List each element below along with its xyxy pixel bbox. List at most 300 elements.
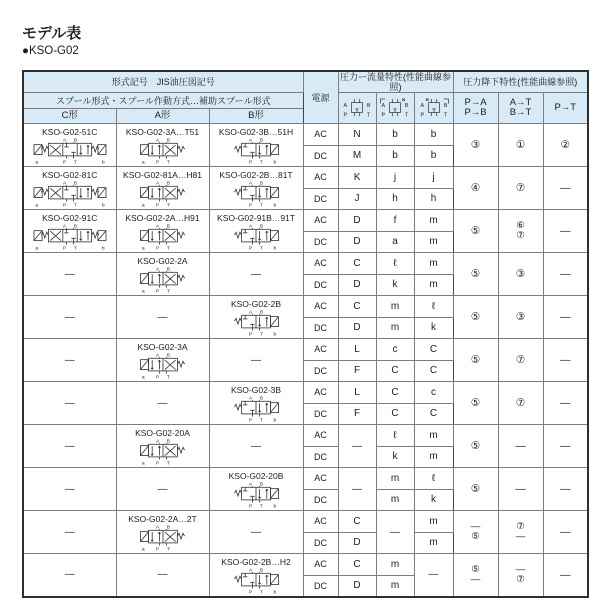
power-cell: AC bbox=[303, 339, 338, 361]
flow-value-cell: D bbox=[338, 317, 376, 339]
double-solenoid-valve-diagram bbox=[30, 137, 110, 164]
flow-value-cell: J bbox=[338, 188, 376, 210]
svg-text:B: B bbox=[166, 438, 170, 444]
svg-text:T: T bbox=[259, 159, 263, 164]
power-cell: DC bbox=[303, 188, 338, 210]
svg-text:b: b bbox=[101, 160, 105, 164]
header-spool-b: B形 bbox=[209, 109, 303, 124]
power-cell: DC bbox=[303, 532, 338, 554]
flow-value-cell: m bbox=[376, 554, 414, 576]
svg-text:A: A bbox=[249, 481, 253, 487]
model-code: KSO-G02-51C bbox=[42, 127, 98, 137]
flow-value-cell: k bbox=[376, 274, 414, 296]
model-cell-empty: — bbox=[209, 425, 303, 468]
flow-value-cell: D bbox=[338, 231, 376, 253]
flow-value-cell: k bbox=[414, 317, 453, 339]
flow-symbol-cell-2 bbox=[376, 93, 414, 124]
flow-value-cell: k bbox=[414, 489, 453, 511]
drop-value-cell: — bbox=[498, 425, 543, 468]
drop-value-cell: ⑤ bbox=[453, 382, 498, 425]
svg-text:a: a bbox=[35, 246, 38, 250]
model-code: KSO-G02-3A bbox=[137, 342, 188, 352]
flow-value-cell: ℓ bbox=[414, 468, 453, 490]
svg-text:a: a bbox=[141, 203, 145, 207]
model-code: KSO-G02-91B…91T bbox=[217, 213, 295, 223]
svg-text:P: P bbox=[249, 503, 253, 508]
flow-value-cell: m bbox=[414, 511, 453, 533]
drop-value-cell: ③ bbox=[498, 296, 543, 339]
svg-text:A: A bbox=[62, 223, 66, 229]
svg-text:P: P bbox=[381, 112, 386, 119]
flow-value-cell-merged: — bbox=[338, 425, 376, 468]
flow-value-cell: D bbox=[338, 274, 376, 296]
model-cell-empty: — bbox=[23, 511, 116, 554]
svg-text:B: B bbox=[366, 103, 371, 110]
table-body bbox=[23, 124, 588, 597]
drop-value-cell: ⑤ bbox=[453, 210, 498, 253]
model-code: KSO-G02-2B…H2 bbox=[221, 556, 291, 567]
header-col-ab-to-t: A→T B→T bbox=[498, 93, 543, 124]
flow-value-cell: b bbox=[414, 124, 453, 146]
model-cell-empty: — bbox=[23, 554, 116, 597]
header-col-p-to-t: P→T bbox=[543, 93, 588, 124]
flow-value-cell: b bbox=[414, 145, 453, 167]
drop-value-cell: ⑤ bbox=[453, 425, 498, 468]
solenoid-b-valve-diagram bbox=[216, 395, 296, 422]
svg-text:A: A bbox=[249, 137, 253, 143]
flow-value-cell: m bbox=[376, 468, 414, 490]
flow-value-cell: m bbox=[376, 317, 414, 339]
flow-value-cell: m bbox=[376, 575, 414, 597]
svg-text:P: P bbox=[249, 589, 253, 594]
svg-text:B: B bbox=[259, 481, 263, 487]
svg-text:P: P bbox=[155, 202, 159, 207]
model-cell-empty: — bbox=[209, 511, 303, 554]
power-cell: AC bbox=[303, 253, 338, 275]
svg-text:P: P bbox=[420, 112, 424, 119]
svg-text:T: T bbox=[73, 159, 77, 164]
model-code: KSO-G02-3B bbox=[230, 385, 282, 395]
flow-value-cell: C bbox=[338, 511, 376, 533]
svg-text:P: P bbox=[343, 112, 348, 119]
model-cell-empty: — bbox=[23, 468, 116, 511]
model-cell bbox=[116, 511, 209, 554]
flow-value-cell: m bbox=[414, 425, 453, 447]
drop-value: — bbox=[515, 563, 526, 575]
flow-value-cell: C bbox=[414, 403, 453, 425]
svg-text:P: P bbox=[155, 159, 159, 164]
model-cell-empty: — bbox=[116, 554, 209, 597]
power-cell: DC bbox=[303, 489, 338, 511]
power-cell: AC bbox=[303, 210, 338, 232]
svg-text:A: A bbox=[155, 180, 159, 186]
flow-value-cell: F bbox=[338, 403, 376, 425]
header-spool-subtitle: スプール形式・スプール作動方式…補助スプール形式 bbox=[23, 93, 303, 109]
drop-value: ⑦ bbox=[516, 521, 525, 532]
svg-text:A: A bbox=[155, 438, 159, 444]
flow-value-cell: C bbox=[338, 253, 376, 275]
power-cell: AC bbox=[303, 554, 338, 576]
drop-value-cell: ③ bbox=[453, 124, 498, 167]
solenoid-b-valve-diagram bbox=[216, 567, 296, 594]
drop-value-cell: — bbox=[543, 468, 588, 511]
svg-text:a: a bbox=[141, 246, 145, 250]
svg-text:b: b bbox=[273, 590, 277, 594]
drop-value-cell bbox=[453, 554, 498, 597]
model-cell bbox=[209, 210, 303, 253]
power-cell: DC bbox=[303, 446, 338, 468]
flow-value-cell: j bbox=[376, 167, 414, 189]
solenoid-a-valve-diagram bbox=[123, 438, 203, 465]
model-cell bbox=[116, 425, 209, 468]
solenoid-a-valve-diagram bbox=[123, 137, 203, 164]
drop-value: ⑦ bbox=[516, 230, 525, 241]
model-cell-empty: — bbox=[23, 253, 116, 296]
model-cell-empty: — bbox=[116, 468, 209, 511]
svg-text:B: B bbox=[259, 567, 263, 573]
model-cell bbox=[23, 210, 116, 253]
power-cell: DC bbox=[303, 575, 338, 597]
svg-text:P: P bbox=[62, 202, 66, 207]
solenoid-a-valve-diagram bbox=[123, 266, 203, 293]
svg-text:T: T bbox=[259, 417, 263, 422]
power-cell: AC bbox=[303, 468, 338, 490]
power-cell: DC bbox=[303, 274, 338, 296]
power-cell: AC bbox=[303, 296, 338, 318]
flow-value-cell: m bbox=[414, 253, 453, 275]
model-cell bbox=[116, 167, 209, 210]
svg-text:P: P bbox=[249, 245, 253, 250]
svg-text:P: P bbox=[249, 417, 253, 422]
flow-value-cell: m bbox=[414, 532, 453, 554]
model-code: KSO-G02-2B…81T bbox=[219, 170, 293, 180]
model-code: KSO-G02-20B bbox=[228, 471, 284, 481]
svg-text:B: B bbox=[404, 103, 409, 110]
svg-text:A: A bbox=[249, 395, 253, 401]
flow-value-cell: b bbox=[376, 145, 414, 167]
power-cell: AC bbox=[303, 382, 338, 404]
drop-value-cell: ⑦ bbox=[498, 382, 543, 425]
svg-text:T: T bbox=[405, 112, 409, 119]
svg-text:b: b bbox=[273, 504, 277, 508]
valve-symbol-left-detent bbox=[377, 96, 413, 120]
model-cell bbox=[209, 296, 303, 339]
double-solenoid-valve-diagram bbox=[30, 180, 110, 207]
svg-text:B: B bbox=[166, 137, 170, 143]
svg-text:A: A bbox=[249, 223, 253, 229]
svg-text:T: T bbox=[166, 374, 170, 379]
drop-value-cell: — bbox=[543, 425, 588, 468]
solenoid-b-valve-diagram bbox=[216, 137, 296, 164]
flow-value-cell: m bbox=[376, 489, 414, 511]
model-code: KSO-G02-2A bbox=[137, 256, 188, 266]
svg-text:P: P bbox=[155, 374, 159, 379]
svg-text:A: A bbox=[155, 352, 159, 358]
solenoid-a-valve-diagram bbox=[123, 180, 203, 207]
flow-value-cell: j bbox=[414, 167, 453, 189]
model-code: KSO-G02-81A…H81 bbox=[123, 170, 202, 180]
header-spool-a: A形 bbox=[116, 109, 209, 124]
drop-value-cell: ⑤ bbox=[453, 253, 498, 296]
model-cell-empty: — bbox=[116, 382, 209, 425]
drop-value: — bbox=[515, 531, 526, 542]
power-cell: AC bbox=[303, 124, 338, 146]
flow-value-cell: m bbox=[414, 446, 453, 468]
flow-value-cell: h bbox=[414, 188, 453, 210]
svg-text:b: b bbox=[273, 203, 277, 207]
svg-text:B: B bbox=[166, 352, 170, 358]
flow-value-cell: C bbox=[376, 403, 414, 425]
model-cell bbox=[23, 124, 116, 167]
drop-value-cell: — bbox=[543, 296, 588, 339]
drop-value-cell bbox=[498, 511, 543, 554]
power-cell: DC bbox=[303, 403, 338, 425]
flow-value-cell: D bbox=[338, 532, 376, 554]
header-drop-title: 圧力降下特性(性能曲線参照) bbox=[453, 71, 588, 93]
svg-text:P: P bbox=[155, 546, 159, 551]
power-cell: AC bbox=[303, 425, 338, 447]
flow-value-cell-merged: — bbox=[414, 554, 453, 597]
svg-text:B: B bbox=[443, 103, 448, 110]
svg-text:B: B bbox=[259, 395, 263, 401]
drop-value-cell: ③ bbox=[498, 253, 543, 296]
svg-text:T: T bbox=[259, 245, 263, 250]
svg-text:a: a bbox=[35, 160, 38, 164]
power-cell: DC bbox=[303, 145, 338, 167]
drop-value-cell: ⑤ bbox=[453, 339, 498, 382]
svg-text:A: A bbox=[343, 103, 348, 110]
svg-text:a: a bbox=[141, 289, 145, 293]
solenoid-b-valve-diagram bbox=[216, 223, 296, 250]
drop-value-cell: — bbox=[543, 511, 588, 554]
drop-value-cell: ④ bbox=[453, 167, 498, 210]
svg-text:a: a bbox=[141, 547, 145, 551]
svg-text:T: T bbox=[259, 503, 263, 508]
svg-text:b: b bbox=[273, 332, 277, 336]
flow-value-cell: k bbox=[376, 446, 414, 468]
drop-value: — bbox=[470, 573, 481, 585]
model-cell bbox=[209, 382, 303, 425]
header-flow-title: 圧力ー流量特性(性能曲線参照) bbox=[338, 71, 453, 93]
model-cell bbox=[209, 554, 303, 597]
svg-text:B: B bbox=[73, 180, 77, 186]
svg-text:A: A bbox=[62, 137, 66, 143]
model-code: KSO-G02-3A…T51 bbox=[125, 127, 200, 137]
svg-text:A: A bbox=[249, 309, 253, 315]
svg-text:a: a bbox=[141, 461, 145, 465]
solenoid-b-valve-diagram bbox=[216, 481, 296, 508]
flow-value-cell-merged: — bbox=[338, 468, 376, 511]
header-power: 電源 bbox=[303, 71, 338, 124]
flow-value-cell: C bbox=[414, 360, 453, 382]
drop-value: ⑤ bbox=[471, 563, 480, 575]
svg-text:b: b bbox=[273, 246, 277, 250]
drop-value-cell: — bbox=[543, 382, 588, 425]
drop-value-cell bbox=[498, 210, 543, 253]
svg-text:A: A bbox=[62, 180, 66, 186]
model-series-label: ●KSO-G02 bbox=[22, 45, 79, 57]
svg-text:A: A bbox=[155, 266, 159, 272]
flow-value-cell: C bbox=[414, 339, 453, 361]
flow-symbol-cell-3 bbox=[414, 93, 453, 124]
flow-value-cell: F bbox=[338, 360, 376, 382]
flow-value-cell: m bbox=[414, 231, 453, 253]
svg-text:T: T bbox=[166, 202, 170, 207]
svg-text:A: A bbox=[155, 137, 159, 143]
svg-text:T: T bbox=[259, 589, 263, 594]
svg-text:A: A bbox=[249, 180, 253, 186]
svg-text:B: B bbox=[73, 137, 77, 143]
svg-text:a: a bbox=[35, 203, 38, 207]
svg-text:P: P bbox=[249, 202, 253, 207]
flow-value-cell: C bbox=[376, 360, 414, 382]
solenoid-b-valve-diagram bbox=[216, 309, 296, 336]
flow-value-cell: C bbox=[376, 382, 414, 404]
model-cell-empty: — bbox=[23, 382, 116, 425]
drop-value-cell: — bbox=[543, 554, 588, 597]
svg-text:a: a bbox=[141, 160, 145, 164]
model-cell bbox=[23, 167, 116, 210]
svg-text:P: P bbox=[62, 159, 66, 164]
model-code: KSO-G02-3B…51H bbox=[218, 127, 294, 137]
model-code: KSO-G02-81C bbox=[42, 170, 98, 180]
svg-text:T: T bbox=[166, 460, 170, 465]
svg-text:B: B bbox=[259, 180, 263, 186]
flow-value-cell-merged: — bbox=[376, 511, 414, 554]
model-cell-empty: — bbox=[209, 253, 303, 296]
model-code: KSO-G02-2A…2T bbox=[128, 514, 197, 524]
model-code: KSO-G02-20A bbox=[135, 428, 190, 438]
solenoid-a-valve-diagram bbox=[123, 223, 203, 250]
flow-value-cell: b bbox=[376, 124, 414, 146]
svg-text:b: b bbox=[101, 246, 105, 250]
flow-value-cell: D bbox=[338, 210, 376, 232]
power-cell: DC bbox=[303, 317, 338, 339]
model-cell-empty: — bbox=[116, 296, 209, 339]
svg-text:P: P bbox=[62, 245, 66, 250]
svg-text:b: b bbox=[101, 203, 105, 207]
solenoid-a-valve-diagram bbox=[123, 352, 203, 379]
model-cell bbox=[209, 124, 303, 167]
flow-value-cell: N bbox=[338, 124, 376, 146]
model-cell-empty: — bbox=[23, 425, 116, 468]
model-cell bbox=[116, 253, 209, 296]
model-cell-empty: — bbox=[209, 339, 303, 382]
svg-text:b: b bbox=[273, 418, 277, 422]
svg-text:T: T bbox=[259, 331, 263, 336]
page-title: モデル表 bbox=[22, 25, 82, 42]
svg-text:T: T bbox=[166, 159, 170, 164]
svg-text:A: A bbox=[155, 524, 159, 530]
model-cell-empty: — bbox=[23, 339, 116, 382]
flow-value-cell: L bbox=[338, 339, 376, 361]
svg-text:B: B bbox=[166, 266, 170, 272]
model-cell bbox=[116, 210, 209, 253]
power-cell: AC bbox=[303, 511, 338, 533]
model-cell bbox=[209, 167, 303, 210]
model-code: KSO-G02-2A…H91 bbox=[125, 213, 200, 223]
drop-value: ⑦ bbox=[516, 573, 525, 585]
drop-value-cell bbox=[498, 554, 543, 597]
power-cell: DC bbox=[303, 231, 338, 253]
svg-text:P: P bbox=[155, 245, 159, 250]
svg-text:b: b bbox=[273, 160, 277, 164]
flow-value-cell: m bbox=[414, 274, 453, 296]
drop-value-cell: — bbox=[543, 339, 588, 382]
svg-text:A: A bbox=[249, 567, 253, 573]
svg-text:B: B bbox=[166, 180, 170, 186]
drop-value-cell: ⑦ bbox=[498, 167, 543, 210]
svg-text:B: B bbox=[73, 223, 77, 229]
model-code: KSO-G02-2B bbox=[230, 299, 282, 309]
drop-value-cell: ⑤ bbox=[453, 468, 498, 511]
flow-value-cell: M bbox=[338, 145, 376, 167]
header-col-p-to-ab: P→A P→B bbox=[453, 93, 498, 124]
svg-text:A: A bbox=[381, 103, 386, 110]
drop-value: ⑤ bbox=[471, 531, 480, 542]
model-cell-empty: — bbox=[23, 296, 116, 339]
drop-value-cell: — bbox=[498, 468, 543, 511]
flow-symbol-cell-1 bbox=[338, 93, 376, 124]
flow-value-cell: K bbox=[338, 167, 376, 189]
svg-text:B: B bbox=[259, 309, 263, 315]
flow-value-cell: h bbox=[376, 188, 414, 210]
svg-text:B: B bbox=[259, 223, 263, 229]
svg-text:A: A bbox=[155, 223, 159, 229]
svg-text:P: P bbox=[249, 331, 253, 336]
double-solenoid-valve-diagram bbox=[30, 223, 110, 250]
drop-value: — bbox=[470, 521, 481, 532]
flow-value-cell: ℓ bbox=[376, 425, 414, 447]
drop-value: ⑥ bbox=[516, 220, 525, 231]
flow-value-cell: L bbox=[338, 382, 376, 404]
svg-text:B: B bbox=[259, 137, 263, 143]
flow-value-cell: C bbox=[338, 296, 376, 318]
flow-value-cell: ℓ bbox=[376, 253, 414, 275]
svg-text:T: T bbox=[73, 245, 77, 250]
flow-value-cell: a bbox=[376, 231, 414, 253]
svg-text:P: P bbox=[155, 460, 159, 465]
drop-value-cell: ⑦ bbox=[498, 339, 543, 382]
model-cell bbox=[116, 339, 209, 382]
model-cell bbox=[209, 468, 303, 511]
solenoid-a-valve-diagram bbox=[123, 524, 203, 551]
flow-value-cell: ℓ bbox=[414, 296, 453, 318]
solenoid-b-valve-diagram bbox=[216, 180, 296, 207]
drop-value-cell: ⑤ bbox=[453, 296, 498, 339]
flow-value-cell: m bbox=[414, 210, 453, 232]
model-cell bbox=[116, 124, 209, 167]
svg-text:T: T bbox=[73, 202, 77, 207]
flow-value-cell: f bbox=[376, 210, 414, 232]
flow-value-cell: D bbox=[338, 575, 376, 597]
header-model-title: 形式記号 JIS油圧図記号 bbox=[23, 71, 303, 93]
svg-text:T: T bbox=[443, 112, 447, 119]
svg-text:a: a bbox=[141, 375, 145, 379]
flow-value-cell: C bbox=[338, 554, 376, 576]
drop-value-cell bbox=[453, 511, 498, 554]
drop-value-cell: — bbox=[543, 253, 588, 296]
svg-text:B: B bbox=[166, 524, 170, 530]
model-code: KSO-G02-91C bbox=[42, 213, 98, 223]
svg-text:T: T bbox=[166, 546, 170, 551]
svg-text:A: A bbox=[420, 103, 424, 110]
valve-symbol-right-detent bbox=[416, 96, 452, 120]
flow-value-cell: c bbox=[414, 382, 453, 404]
valve-symbol-plain bbox=[339, 96, 375, 120]
drop-value-cell: — bbox=[543, 210, 588, 253]
flow-value-cell: m bbox=[376, 296, 414, 318]
